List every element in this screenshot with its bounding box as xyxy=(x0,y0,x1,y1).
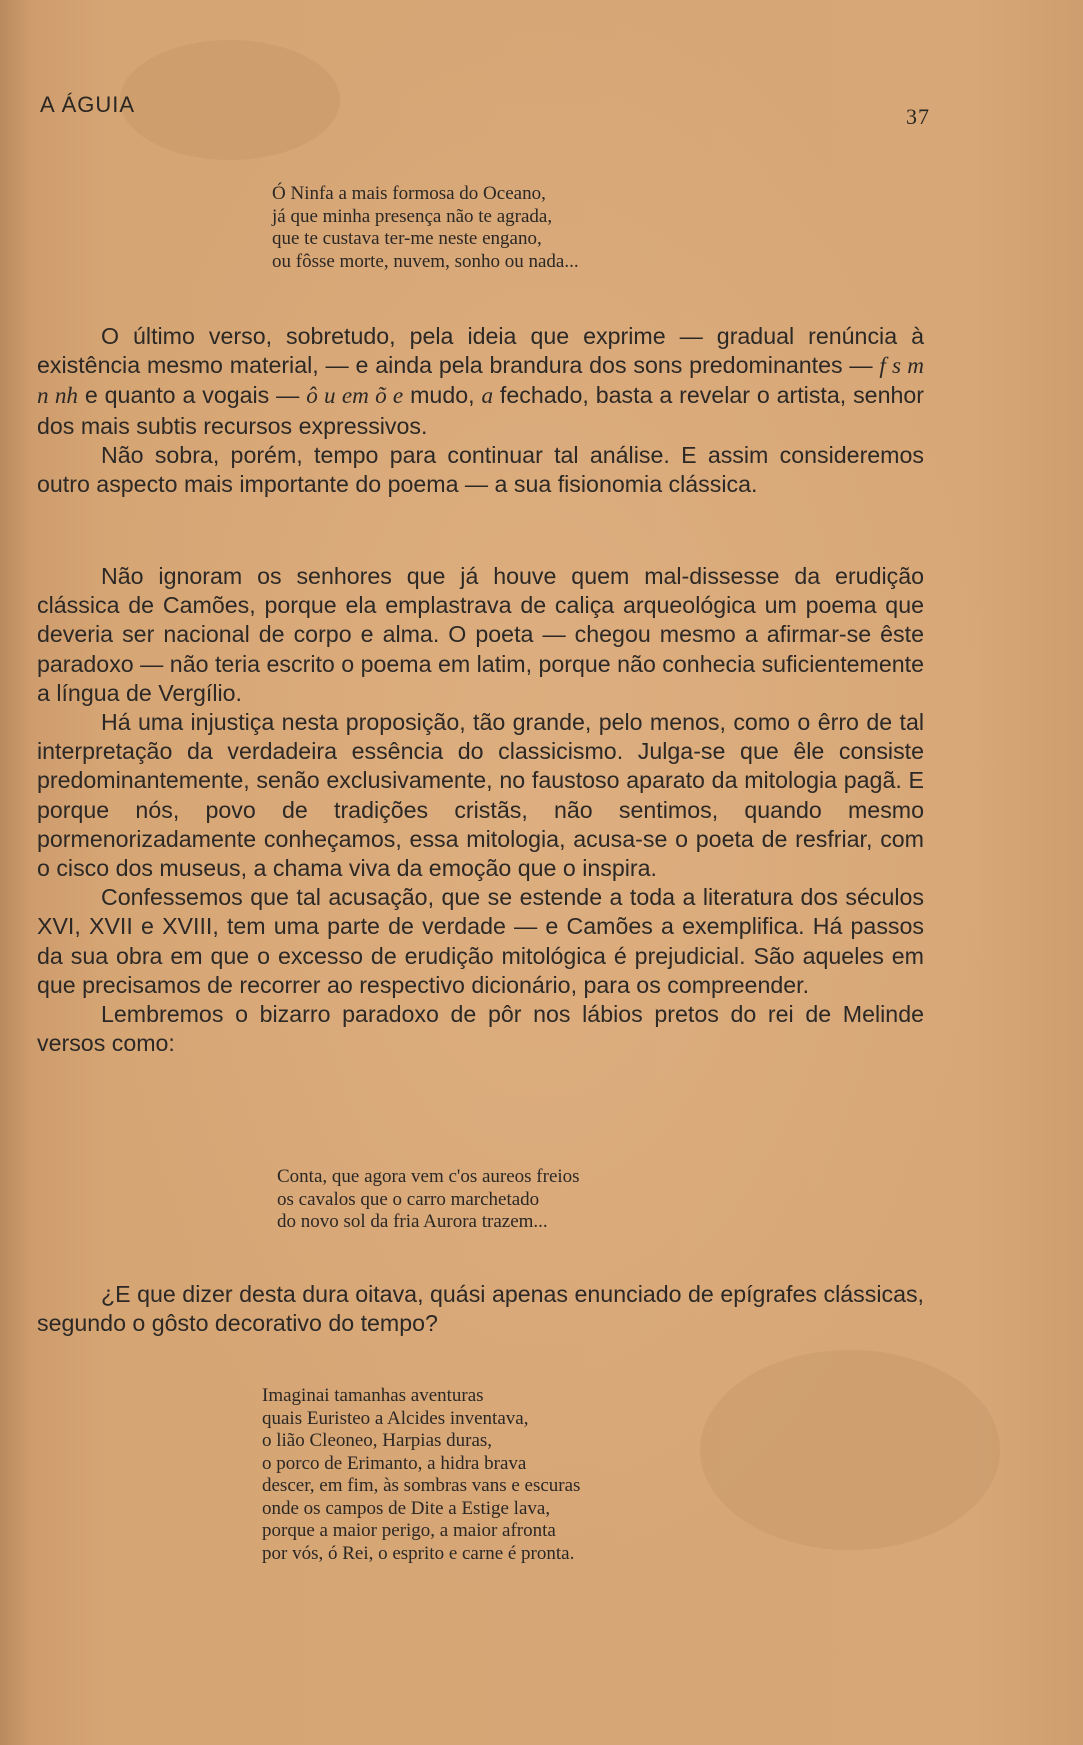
verse-line: os cavalos que o carro marchetado xyxy=(277,1188,540,1210)
paragraph-text: mudo, xyxy=(403,382,482,409)
verse-line: o lião Cleoneo, Harpias duras, xyxy=(262,1430,493,1451)
verse-quote-2 xyxy=(277,1166,580,1234)
italic-letters: f s m n nh xyxy=(37,353,925,410)
verse-quote-1 xyxy=(272,183,579,273)
verse-line: porque a maior perigo, a maior afronta xyxy=(262,1520,556,1541)
paper-stain xyxy=(120,40,340,160)
verse-line: ou fôsse morte, nuvem, sonho ou nada... xyxy=(272,250,579,272)
verse-line: que te custava ter-me neste engano, xyxy=(272,228,542,249)
paper-stain xyxy=(700,1350,1000,1550)
verse-line: quais Euristeo a Alcides inventava, xyxy=(262,1407,529,1429)
verse-line: o porco de Erimanto, a hidra brava xyxy=(262,1452,527,1474)
paragraph xyxy=(37,322,924,441)
paragraph: Não ignoram os senhores que já houve quem mal-dissesse da erudição clássica de Camões, porque ela emplastrava de caliça arqueológica um poema que deveria ser nacional de corpo e alma. O poeta — chegou mesmo a afirmar-se êste paradoxo — não teria escrito o poema em latim, porque não conhecia suficientemente a língua de Vergílio. xyxy=(37,563,924,706)
verse-line: onde os campos de Dite a Estige lava, xyxy=(262,1497,551,1519)
prose-block-2 xyxy=(37,562,924,1058)
paragraph: Confessemos que tal acusação, que se estende a toda a literatura dos séculos XVI, XVII e XVIII, tem uma parte de verdade — e Camões a exemplifica. Há passos da sua obra em que o excesso de erudição mitológica é prejudicial. São aqueles em que precisamos de recorrer ao respectivo dicionário, para os compreender. xyxy=(37,884,924,998)
verse-line: por vós, ó Rei, o esprito e carne é pronta. xyxy=(262,1542,575,1564)
italic-vowels: ô u em õ e xyxy=(306,383,404,410)
paragraph: Lembremos o bizarro paradoxo de pôr nos lábios pretos do rei de Melinde versos como: xyxy=(37,1001,924,1057)
paragraph-text: O último verso, sobretudo, pela ideia que exprime — gradual renúncia à existência mesmo material, — e ainda pela brandura dos sons predominantes — xyxy=(37,323,924,379)
verse-line: Imaginai tamanhas aventuras xyxy=(262,1385,484,1406)
verse-line: já que minha presença não te agrada, xyxy=(272,205,553,227)
running-title: A ÁGUIA xyxy=(40,92,136,117)
verse-line: do novo sol da fria Aurora trazem... xyxy=(277,1211,548,1232)
verse-line: descer, em fim, às sombras vans e escuras xyxy=(262,1475,581,1496)
paragraph: Não sobra, porém, tempo para continuar tal análise. E assim consideremos outro aspecto mais importante do poema — a sua fisionomia clássica. xyxy=(37,441,924,498)
prose-block-3 xyxy=(37,1280,924,1338)
paragraph-text: fechado, basta a revelar o artista, senhor dos mais subtis recursos expressivos. xyxy=(37,382,924,439)
italic-vowel: a xyxy=(481,383,494,410)
page-number: 37 xyxy=(906,104,930,129)
paragraph-text: e quanto a vogais — xyxy=(78,382,307,409)
prose-block-1 xyxy=(37,322,924,499)
paragraph: Há uma injustiça nesta proposição, tão grande, pelo menos, como o êrro de tal interpretação da verdadeira essência do classicismo. Julga-se que êle consiste predominantemente, senão exclusivamente, no faustoso aparato da mitologia pagã. E porque nós, povo de tradições cristãs, não sentimos, quando mesmo pormenorizadamente conheçamos, essa mitologia, acusa-se o poeta de resfriar, com o cisco dos museus, a chama viva da emoção que o inspira. xyxy=(37,709,924,882)
paragraph: ¿E que dizer desta dura oitava, quási apenas enunciado de epígrafes clássicas, segundo o gôsto decorativo do tempo? xyxy=(37,1281,924,1337)
verse-line: Conta, que agora vem c'os aureos freios xyxy=(277,1166,580,1187)
verse-quote-3 xyxy=(262,1385,580,1565)
verse-line: Ó Ninfa a mais formosa do Oceano, xyxy=(272,183,546,204)
